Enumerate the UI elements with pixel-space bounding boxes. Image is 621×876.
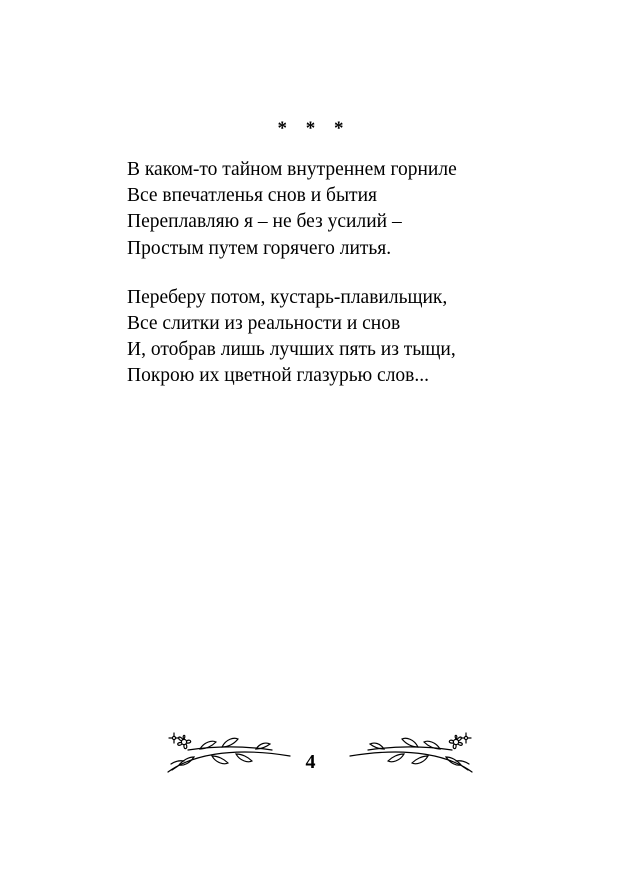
poem-line: Все впечатленья снов и бытия: [127, 185, 377, 207]
stanza: [127, 285, 587, 390]
stanza: [127, 157, 587, 262]
poem-line: И, отобрав лишь лучших пять из тыщи,: [127, 339, 456, 361]
poem-line: В каком-то тайном внутреннем горниле: [127, 159, 457, 180]
poem-line: Переплавляю я – не без усилий –: [127, 211, 402, 233]
poem-line: Простым путем горячего литья.: [127, 237, 392, 259]
page-number: 4: [305, 751, 316, 773]
poem: [127, 157, 587, 413]
section-separator: * * *: [277, 118, 351, 139]
floral-branch-icon: [348, 726, 480, 776]
poem-line: Переберу потом, кустарь-плавильщик,: [127, 286, 448, 308]
poem-line: Все слитки из реальности и снов: [127, 313, 401, 335]
page-footer: [0, 726, 621, 782]
poem-line: Покрою их цветной глазурью слов...: [127, 365, 430, 387]
